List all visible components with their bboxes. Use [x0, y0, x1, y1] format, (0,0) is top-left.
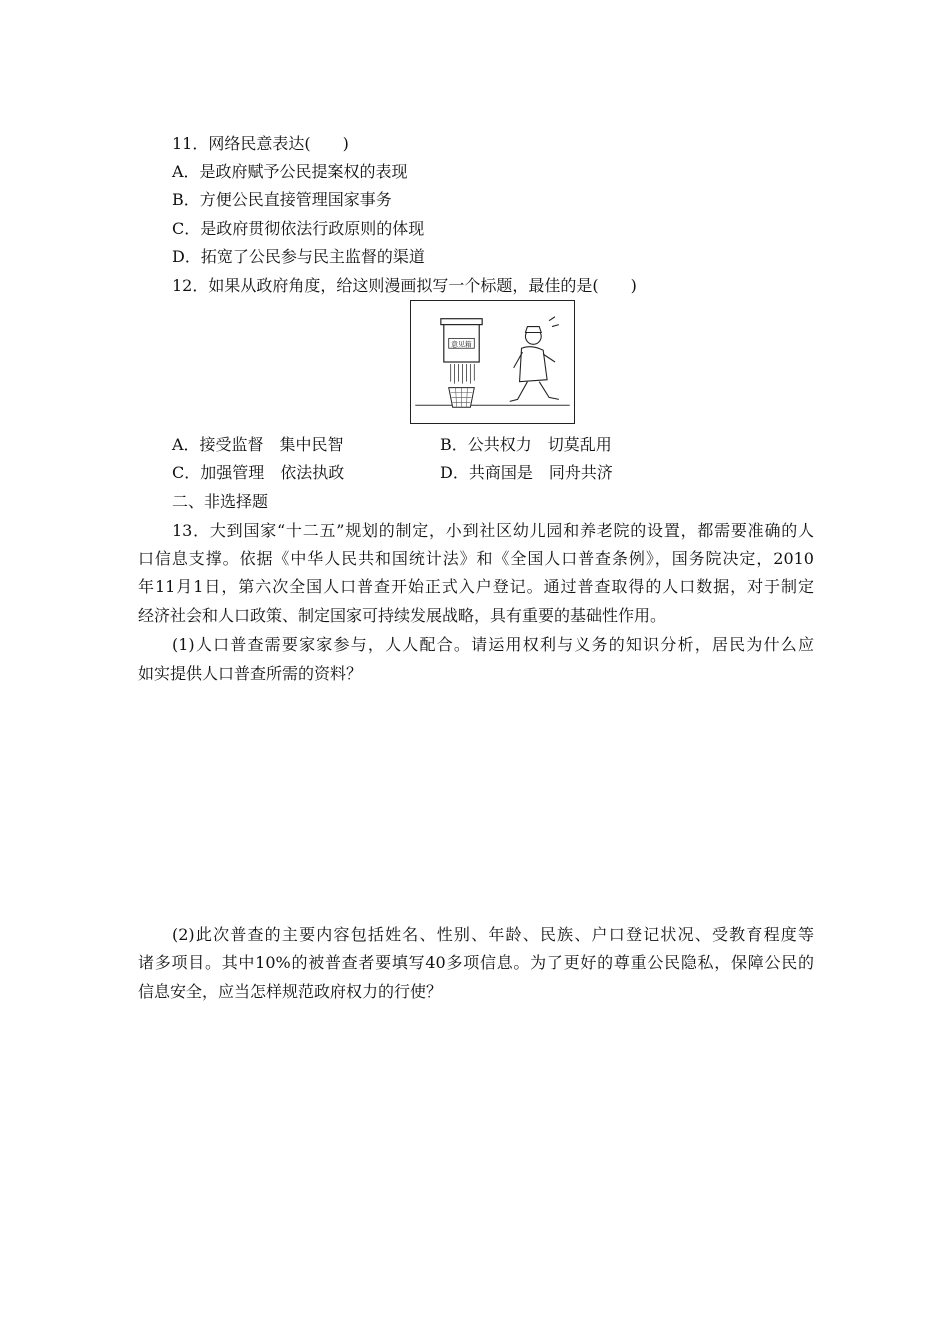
section-title: 二、非选择题 [172, 492, 269, 511]
q12-option-d: D．共商国是 同舟共济 [440, 463, 613, 482]
q12-cartoon-image [410, 300, 575, 424]
q13-line-2: 口信息支撑。依据《中华人民共和国统计法》和《全国人口普查条例》，国务院决定，2010 [138, 549, 814, 568]
q11-stem: 11．网络民意表达( ) [172, 134, 349, 153]
q13-line-4: 经济社会和人口政策、制定国家可持续发展战略，具有重要的基础性作用。 [138, 606, 667, 625]
q13-sub2-line-3: 信息安全，应当怎样规范政府权力的行使？ [138, 982, 443, 1001]
q13-sub1-line-2: 如实提供人口普查所需的资料？ [138, 664, 363, 683]
q12-option-b: B．公共权力 切莫乱用 [440, 435, 612, 454]
q11-option-c: C．是政府贯彻依法行政原则的体现 [172, 219, 425, 238]
q12-option-a: A．接受监督 集中民智 [172, 435, 344, 454]
q11-option-d: D．拓宽了公民参与民主监督的渠道 [172, 247, 425, 266]
q13-sub2-line-2: 诸多项目。其中10%的被普查者要填写40多项信息。为了更好的尊重公民隐私，保障公民的 [138, 953, 814, 972]
q12-stem: 12．如果从政府角度，给这则漫画拟写一个标题，最佳的是( ) [172, 276, 637, 295]
q13-sub1-line-1: (1)人口普查需要家家参与，人人配合。请运用权利与义务的知识分析，居民为什么应 [172, 635, 814, 654]
q12-option-c: C．加强管理 依法执政 [172, 463, 345, 482]
q13-line-1: 13．大到国家“十二五”规划的制定，小到社区幼儿园和养老院的设置，都需要准确的人 [172, 521, 814, 540]
cartoon-drawing [411, 301, 574, 423]
q11-option-a: A．是政府赋予公民提案权的表现 [172, 162, 408, 181]
q13-sub2-line-1: (2)此次普查的主要内容包括姓名、性别、年龄、民族、户口登记状况、受教育程度等 [172, 925, 814, 944]
suggestion-box-label: 意见箱 [451, 340, 472, 349]
q13-line-3: 年11月1日，第六次全国人口普查开始正式入户登记。通过普查取得的人口数据，对于制定 [138, 577, 814, 596]
q11-option-b: B．方便公民直接管理国家事务 [172, 190, 392, 209]
